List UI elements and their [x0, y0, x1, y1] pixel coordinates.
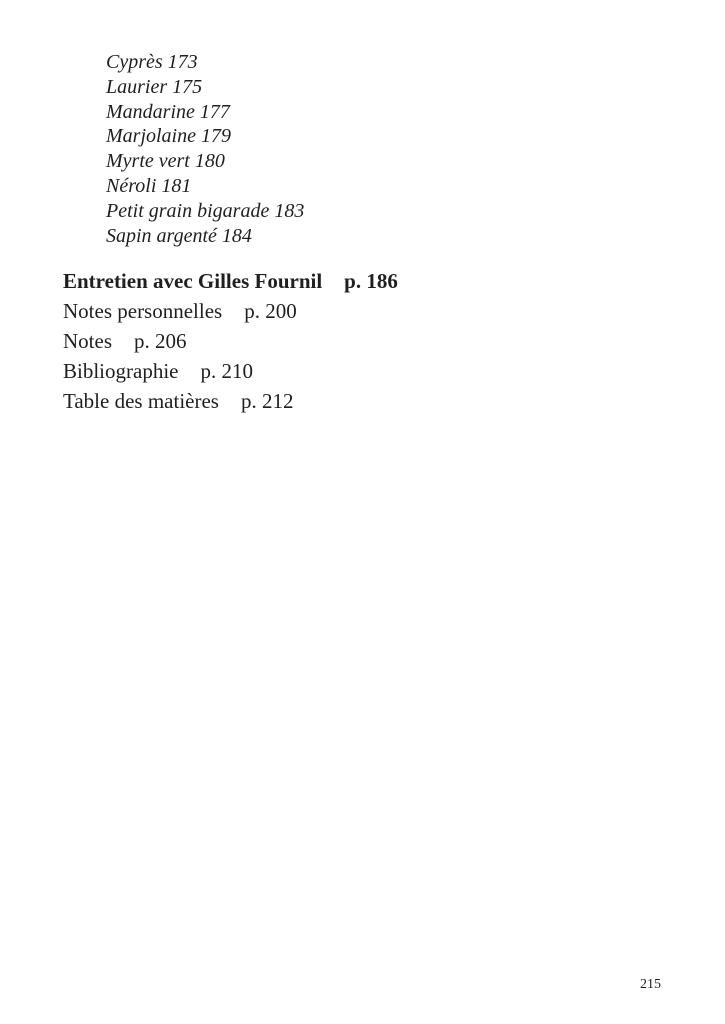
entry-title: Notes	[63, 329, 112, 353]
toc-sub-entry	[106, 199, 304, 224]
entry-page: p. 206	[134, 329, 187, 353]
toc-sub-entry	[106, 224, 304, 249]
entry-title: Notes personnelles	[63, 299, 223, 323]
entry-title: Marjolaine	[106, 125, 196, 148]
toc-main-entries	[63, 266, 398, 416]
entry-page: 184	[221, 224, 252, 247]
entry-page: 179	[201, 125, 231, 148]
toc-entry-notes	[63, 326, 398, 356]
toc-entry-bibliography	[63, 356, 398, 386]
entry-page: 183	[274, 199, 305, 222]
toc-entry-personal-notes	[63, 296, 398, 326]
entry-page: p. 210	[200, 359, 253, 383]
entry-page: 173	[167, 51, 198, 73]
entry-title: Bibliographie	[63, 359, 179, 383]
toc-sub-entry	[106, 100, 304, 125]
entry-title: Petit grain bigarade	[106, 199, 270, 222]
toc-sub-entries	[106, 50, 304, 248]
entry-title: Cyprès	[106, 51, 163, 73]
toc-sub-entry	[106, 75, 304, 100]
entry-title: Myrte vert	[106, 150, 190, 173]
entry-page: 175	[172, 75, 203, 98]
entry-title: Sapin argenté	[106, 224, 217, 247]
entry-page: p. 200	[244, 299, 297, 323]
entry-title: Table des matières	[63, 389, 219, 413]
entry-title: Entretien avec Gilles Fournil	[63, 269, 323, 293]
toc-sub-entry	[106, 124, 304, 149]
toc-sub-entry	[106, 50, 304, 75]
entry-page: p. 186	[344, 269, 398, 293]
toc-entry-table-of-contents	[63, 386, 398, 416]
entry-title: Laurier	[106, 75, 168, 98]
toc-entry-interview	[63, 266, 398, 296]
toc-sub-entry	[106, 174, 304, 199]
page-number: 215	[640, 977, 661, 992]
entry-title: Mandarine	[106, 100, 195, 123]
entry-page: p. 212	[240, 389, 294, 413]
entry-page: 180	[194, 150, 225, 173]
entry-title: Néroli	[106, 174, 157, 197]
entry-page: 177	[199, 100, 230, 123]
entry-page: 181	[161, 174, 192, 197]
toc-sub-entry	[106, 149, 304, 174]
